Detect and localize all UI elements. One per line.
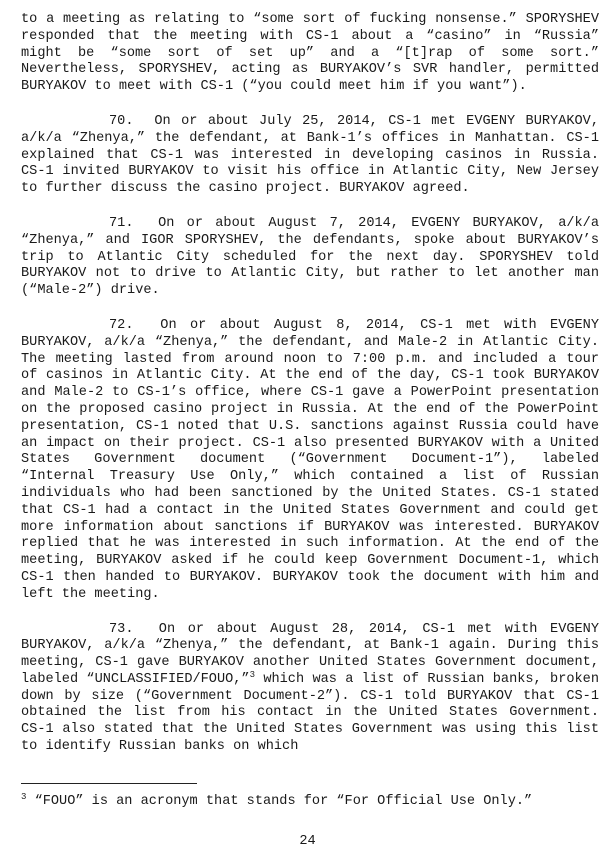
paragraph-70: [21, 114, 599, 198]
continued-paragraph: to a meeting as relating to “some sort of fucking nonsense.” SPORYSHEV responded that the meeting with CS-1 about a “casino” in “Russia” might be “some sort of set up” and a “[t]rap of some sort.” Nevertheless, SPORYSHEV, acting as BURYAKOV’s SVR handler, permitted BURYAKOV to meet with CS-1 (“you could meet him if you want”).: [21, 12, 599, 95]
paragraph-text-continued: which was a list of Russian banks, broken down by size (“Government Document-2”). CS-1 told BURYAKOV that CS-1 obtained the list from his contact in the United States Government. CS-1 also stated that the United States Government was using this list to identify Russian banks on which: [21, 671, 599, 755]
footnote-reference[interactable]: 3: [249, 669, 255, 680]
footnote-text: “FOUO” is an acronym that stands for “For Official Use Only.”: [26, 794, 533, 809]
footnote-mark: 3: [21, 792, 27, 802]
document-page: [21, 12, 599, 774]
paragraph-text: On or about August 28, 2014, CS-1 met with EVGENY BURYAKOV, a/k/a “Zhenya,” the defendant, at Bank-1 again. During this meeting, CS-1 gave BURYAKOV another United States Government document, labeled “UNCLASSIFIED/FOUO,”: [21, 621, 599, 687]
paragraph-72: [21, 318, 599, 604]
paragraph-number: 71.: [109, 215, 134, 231]
paragraph-number: 70.: [109, 113, 134, 129]
footnote-divider: [21, 783, 197, 784]
page-number: 24: [299, 834, 316, 849]
paragraph-number: 72.: [109, 317, 134, 333]
paragraph-text: On or about July 25, 2014, CS-1 met EVGENY BURYAKOV, a/k/a “Zhenya,” the defendant, at Bank-1’s offices in Manhattan. CS-1 explained that CS-1 was interested in developing casinos in Russia. CS-1 invited BURYAKOV to visit his office in Atlantic City, New Jersey to further discuss the casino project. BURYAKOV agreed.: [21, 113, 599, 197]
paragraph-text: On or about August 8, 2014, CS-1 met with EVGENY BURYAKOV, a/k/a “Zhenya,” the defendant, and Male-2 in Atlantic City. The meeting lasted from around noon to 7:00 p.m. and included a tour of casinos in Atlantic City. At the end of the day, CS-1 took BURYAKOV and Male-2 to CS-1’s office, where CS-1 gave a PowerPoint presentation on the proposed casino project in Russia. At the end of the PowerPoint presentation, CS-1 noted that U.S. sanctions against Russia could have an impact on their project. CS-1 also presented BURYAKOV with a United States Government document (“Government Document-1”), labeled “Internal Treasury Use Only,” which contained a list of Russian individuals who had been sanctioned by the United States. CS-1 stated that CS-1 had a contact in the United States Government and could get more information about sanctions if BURYAKOV was interested. BURYAKOV replied that he was interested in such information. At the end of the meeting, BURYAKOV asked if he could keep Government Document-1, which CS-1 then handed to BURYAKOV. BURYAKOV took the document with him and left the meeting.: [21, 317, 599, 602]
paragraph-73: [21, 622, 599, 756]
paragraph-71: [21, 216, 599, 300]
footnote: [21, 794, 599, 811]
paragraph-number: 73.: [109, 621, 134, 637]
paragraph-text: On or about August 7, 2014, EVGENY BURYAKOV, a/k/a “Zhenya,” and IGOR SPORYSHEV, the defendants, spoke about BURYAKOV’s trip to Atlantic City scheduled for the next day. SPORYSHEV told BURYAKOV not to drive to Atlantic City, but rather to let another man (“Male-2”) drive.: [21, 215, 599, 299]
